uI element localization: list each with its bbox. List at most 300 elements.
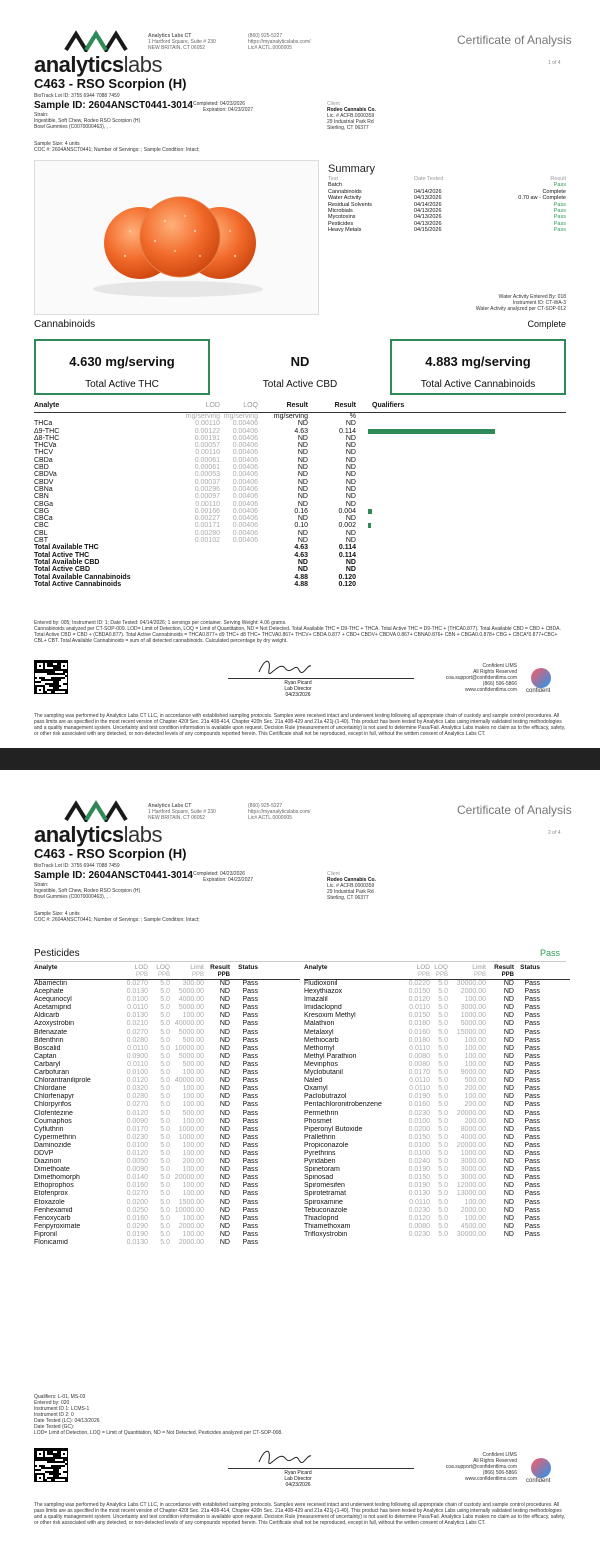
pesticide-limit: 5000.00 <box>178 1052 204 1060</box>
pesticide-loq: 5.0 <box>160 1149 170 1157</box>
pesticide-loq: 5.0 <box>160 1206 170 1214</box>
pesticide-result: ND <box>503 1206 514 1214</box>
pesticide-limit: 300.00 <box>182 980 204 987</box>
pesticide-loq: 5.0 <box>438 1198 448 1206</box>
box-cbd-label: Total Active CBD <box>262 379 338 390</box>
pesticide-loq: 5.0 <box>438 1020 448 1028</box>
pesticide-limit: 100.00 <box>182 1190 204 1198</box>
pesticide-loq: 5.0 <box>438 1069 448 1077</box>
strain-line3: Bowl Gummies (C0070000463), , . <box>34 894 111 900</box>
sample-size: Sample Size: 4 units <box>34 141 80 147</box>
pesticide-name: Bifenazate <box>34 1028 68 1036</box>
pesticide-name: Fenpyroximate <box>34 1222 81 1230</box>
pesticide-status: Pass <box>524 1004 540 1012</box>
pesticide-name: Chlordane <box>34 1085 67 1093</box>
pu-result: PPB <box>501 972 514 978</box>
pesticide-status: Pass <box>242 1077 258 1085</box>
pesticide-loq: 5.0 <box>160 1004 170 1012</box>
pesticide-status: Pass <box>242 1230 258 1238</box>
analyte-loq: 0.00406 <box>232 449 258 457</box>
u-res1: mg/serving <box>273 413 308 420</box>
lab-name: Analytics Labs CT <box>148 33 192 39</box>
gummies-image <box>35 161 320 316</box>
total-loq <box>220 574 258 581</box>
pesticide-row <box>34 1223 300 1231</box>
pesticide-result: ND <box>219 1174 230 1182</box>
pesticide-lod: 0.0270 <box>126 1028 148 1036</box>
h-analyte: Analyte <box>34 402 60 409</box>
analyte-result-pct: ND <box>345 420 356 428</box>
pesticide-lod: 0.0150 <box>408 1174 430 1182</box>
confident-logo-icon <box>531 668 551 688</box>
pesticide-status: Pass <box>242 1158 258 1166</box>
pesticide-row <box>304 1118 570 1126</box>
analyte-name: CBGa <box>34 500 54 508</box>
pesticide-name: Dimethoate <box>34 1166 70 1174</box>
signer-title: Lab Director <box>284 686 312 692</box>
pesticide-result: ND <box>503 1182 514 1190</box>
analyte-result-pct: ND <box>345 493 356 501</box>
analyte-lod: 0.00227 <box>194 515 220 523</box>
lims-l4: (866) 506-5866 <box>482 681 517 687</box>
pesticide-status: Pass <box>524 1222 540 1230</box>
ph-limit: Limit <box>190 964 204 971</box>
total-loq <box>220 581 258 588</box>
pesticide-row <box>304 1093 570 1101</box>
pesticide-row <box>34 1142 300 1150</box>
analyte-result-mg: 0.16 <box>294 507 308 515</box>
qr-code-icon[interactable] <box>34 660 68 694</box>
pesticide-lod: 0.0190 <box>408 1182 430 1190</box>
analyte-qualifiers <box>356 435 566 442</box>
total-active-thc-box <box>34 339 210 395</box>
pesticide-loq: 5.0 <box>160 1036 170 1044</box>
pesticide-name: Spinosad <box>304 1174 334 1182</box>
pesticide-name: Dimethomorph <box>34 1174 80 1182</box>
pesticide-loq: 5.0 <box>160 1052 170 1060</box>
analyte-loq: 0.00406 <box>232 529 258 537</box>
analyte-qualifiers <box>356 486 566 493</box>
lims-l5: www.confidentlims.com <box>465 1476 517 1482</box>
pu-loq: PPB <box>157 972 170 978</box>
pesticide-loq: 5.0 <box>160 1044 170 1052</box>
pesticide-row <box>34 1166 300 1174</box>
units-row <box>34 413 566 420</box>
total-result-pct: 0.120 <box>338 580 356 588</box>
pesticide-row <box>304 1085 570 1093</box>
box-total-label: Total Active Cannabinoids <box>420 379 536 390</box>
product-photo <box>34 160 319 315</box>
pesticide-lod: 0.0080 <box>408 1052 430 1060</box>
summary-title: Summary <box>328 163 376 175</box>
pesticide-loq: 5.0 <box>160 996 170 1004</box>
total-name: Total Available CBD <box>34 558 100 566</box>
summary-result: Pass <box>553 208 566 215</box>
pesticide-status: Pass <box>242 1133 258 1141</box>
analyte-qualifiers <box>356 479 566 486</box>
analyte-lod: 0.00102 <box>194 537 220 545</box>
pesticide-status: Pass <box>242 1036 258 1044</box>
pesticide-status: Pass <box>242 1141 258 1149</box>
strain-info <box>34 882 140 900</box>
pesticide-result: ND <box>219 1109 230 1117</box>
total-lod <box>150 574 220 581</box>
pesticide-loq: 5.0 <box>438 1182 448 1190</box>
strain-label: Strain: <box>34 112 49 118</box>
pesticide-status: Pass <box>524 1125 540 1133</box>
pesticide-result: ND <box>503 1004 514 1012</box>
pesticide-status: Pass <box>524 1214 540 1222</box>
wa-line2: Instrument ID: CT-WA-3 <box>512 300 566 306</box>
total-name: Total Active THC <box>34 551 90 559</box>
pesticide-loq: 5.0 <box>160 1133 170 1141</box>
pesticide-row <box>304 1199 570 1207</box>
summary-date: 04/15/2026 <box>414 227 442 234</box>
signed-date: 04/23/2026 <box>285 1482 311 1488</box>
pesticide-loq: 5.0 <box>438 1133 448 1141</box>
analyte-loq: 0.00406 <box>232 442 258 450</box>
pesticide-row <box>34 1134 300 1142</box>
analyte-name: CBDa <box>34 456 53 464</box>
pesticide-status: Pass <box>242 1117 258 1125</box>
pesticide-limit: 2000.00 <box>460 1206 486 1214</box>
page-number: 1 of 4 <box>548 60 561 66</box>
pesticide-loq: 5.0 <box>438 1174 448 1182</box>
pest-rows-left <box>34 980 300 1247</box>
pesticide-row <box>34 980 300 988</box>
pesticide-result: ND <box>503 988 514 996</box>
pesticide-name: Thiacloprid <box>304 1214 339 1222</box>
summary-test: Heavy Metals <box>328 227 362 234</box>
pesticide-name: Acequinocyl <box>34 996 72 1004</box>
pesticide-lod: 0.0140 <box>126 1174 148 1182</box>
box-thc-value: 4.630 mg/serving <box>69 354 175 369</box>
pesticide-loq: 5.0 <box>438 1125 448 1133</box>
pesticide-row <box>34 1207 300 1215</box>
cannabinoid-row <box>34 522 566 529</box>
pesticide-result: ND <box>503 1149 514 1157</box>
pesticide-limit: 200.00 <box>464 1101 486 1109</box>
pesticide-result: ND <box>503 1141 514 1149</box>
pesticide-result: ND <box>219 988 230 996</box>
coa-page-2 <box>0 770 600 1566</box>
pesticide-name: Flonicamid <box>34 1239 68 1246</box>
pesticide-name: Methomyl <box>304 1044 335 1052</box>
pesticide-lod: 0.0080 <box>408 1060 430 1068</box>
pesticide-status: Pass <box>242 1109 258 1117</box>
strain-info <box>34 112 140 130</box>
disclaimer: The sampling was performed by Analytics Labs CT LLC, in accordance with established sampling protocols. Samples were received intact and underwent testing following all appropriate chain of custody and sample control procedures. All pass limits are as specified in the most recent version of Chapter 420f Sec. 21a 408-414, Chapter 420h Sec. 21a 408-429 and 21a 421j-(1-40). This product has been tested by Analytics Labs using internally validated testing methodologies and a quality management system. Uncertainty and test condition information is available upon request. Decision Rule (measurement of uncertainty) is not used to determine Pass/Fail. Analytics Labs makes no claim as to the efficacy, safety, or other risk associated with any detected, or non-detected levels of any compounds reported herein. This Certificate shall not be reproduced, except in full, without the written consent of Analytics Labs CT. <box>34 1502 566 1526</box>
lab-website[interactable]: https://myanalyticslabs.com/ <box>248 809 311 815</box>
pesticide-loq: 5.0 <box>438 1101 448 1109</box>
analyte-qualifiers <box>356 537 566 544</box>
cannabinoid-total-row <box>34 581 566 588</box>
confident-brand: confident <box>526 688 551 694</box>
cannabinoid-row <box>34 449 566 456</box>
q-line3: Instrument ID 1: LCMS-1 <box>34 1406 90 1412</box>
pesticide-row <box>304 1045 570 1053</box>
pesticide-limit: 100.00 <box>182 1101 204 1109</box>
cannabinoid-totals <box>34 544 566 588</box>
ph-status: Status <box>520 964 540 971</box>
lims-info <box>397 663 517 693</box>
strain-label: Strain: <box>34 882 49 888</box>
total-result-mg: 4.63 <box>294 544 308 552</box>
client-label: Client <box>327 871 340 877</box>
analyte-lod: 0.00110 <box>195 449 220 457</box>
summary-rows <box>328 182 566 233</box>
total-loq <box>220 559 258 566</box>
analyte-qualifiers <box>356 493 566 500</box>
summary-result: Pass <box>553 214 566 221</box>
pesticide-name: Spinetoram <box>304 1166 340 1174</box>
pesticide-lod: 0.0120 <box>126 1077 148 1085</box>
pesticide-result: ND <box>219 1028 230 1036</box>
analyte-qualifiers <box>356 515 566 522</box>
pesticide-result: ND <box>503 1077 514 1085</box>
pesticide-lod: 0.0230 <box>408 1206 430 1214</box>
lab-address-line1: 1 Hartford Square, Suite # 230 <box>148 39 216 45</box>
total-result-pct: 0.114 <box>338 551 356 559</box>
sample-dates <box>193 871 253 883</box>
pesticide-limit: 30000.00 <box>456 980 486 987</box>
analyte-loq: 0.00406 <box>232 522 258 530</box>
completed-date: Completed: 04/23/2026 <box>193 101 245 107</box>
pesticide-name: Oxamyl <box>304 1085 328 1093</box>
pesticide-result: ND <box>503 980 514 987</box>
ph-lod: LOD <box>416 964 430 971</box>
pesticide-name: Propiconazole <box>304 1141 349 1149</box>
pesticide-row <box>34 988 300 996</box>
analyte-name: CBDV <box>34 478 54 486</box>
pesticide-loq: 5.0 <box>160 1174 170 1182</box>
pesticide-result: ND <box>503 1117 514 1125</box>
analyte-result-mg: ND <box>297 478 308 486</box>
pesticide-lod: 0.0280 <box>126 1036 148 1044</box>
pesticide-row <box>304 1004 570 1012</box>
signature-image <box>255 1444 315 1468</box>
pesticide-result: ND <box>503 1093 514 1101</box>
pesticide-row <box>34 1061 300 1069</box>
pesticide-status: Pass <box>242 1028 258 1036</box>
pesticide-limit: 100.00 <box>464 1036 486 1044</box>
pesticide-loq: 5.0 <box>438 1158 448 1166</box>
pesticide-result: ND <box>219 1117 230 1125</box>
pesticide-lod: 0.0050 <box>126 1158 148 1166</box>
pesticide-limit: 500.00 <box>182 1109 204 1117</box>
pesticide-status: Pass <box>524 1149 540 1157</box>
h-qualifiers: Qualifiers <box>372 402 405 409</box>
summary-h-test: Test <box>328 176 339 182</box>
analyte-name: THCa <box>34 420 53 428</box>
pesticide-lod: 0.0100 <box>126 1069 148 1077</box>
pesticide-status: Pass <box>524 1141 540 1149</box>
pesticide-limit: 40000.00 <box>174 1077 204 1085</box>
pesticide-result: ND <box>503 1060 514 1068</box>
pesticide-limit: 5000.00 <box>178 988 204 996</box>
total-result-pct: ND <box>345 566 356 574</box>
summary-test: Residual Solvents <box>328 201 373 208</box>
pesticide-lod: 0.0270 <box>126 1101 148 1109</box>
pesticide-status: Pass <box>524 1101 540 1109</box>
pesticide-loq: 5.0 <box>438 1052 448 1060</box>
pesticide-lod: 0.0110 <box>409 1085 430 1093</box>
pesticide-limit: 5000.00 <box>460 1020 486 1028</box>
pesticide-limit: 100.00 <box>182 1069 204 1077</box>
pest-rows-right <box>304 980 570 1239</box>
pesticide-name: Mevinphos <box>304 1060 338 1068</box>
analyte-result-pct: ND <box>345 471 356 479</box>
pesticide-limit: 100.00 <box>464 1214 486 1222</box>
pesticide-status: Pass <box>524 1206 540 1214</box>
pesticide-lod: 0.0900 <box>126 1052 148 1060</box>
total-result-pct: 0.120 <box>338 573 356 581</box>
pesticide-name: Naled <box>304 1077 323 1085</box>
pesticide-row <box>304 996 570 1004</box>
analyte-result-mg: ND <box>297 420 308 428</box>
pesticide-loq: 5.0 <box>160 1093 170 1101</box>
pesticide-result: ND <box>503 996 514 1004</box>
client-addr2: Sterling, CT 06377 <box>327 125 369 131</box>
pesticide-limit: 1000.00 <box>178 1125 204 1133</box>
pesticide-name: Ethoprophos <box>34 1182 74 1190</box>
pesticide-status: Pass <box>524 1117 540 1125</box>
pesticides-status: Pass <box>540 948 561 958</box>
ph-loq: LOQ <box>434 964 448 971</box>
pesticide-row <box>34 1020 300 1028</box>
product-title: C463 - RSO Scorpion (H) <box>34 846 187 861</box>
pesticide-loq: 5.0 <box>160 1012 170 1020</box>
total-result-mg: 4.63 <box>294 551 308 559</box>
logo-mark-icon <box>64 800 128 822</box>
pesticide-loq: 5.0 <box>438 1093 448 1101</box>
strain-line2: Ingestible, Soft Chew, Rodeo RSO Scorpion (H) <box>34 118 141 124</box>
pesticide-lod: 0.0280 <box>126 1093 148 1101</box>
pesticide-name: Carbaryl <box>34 1060 61 1068</box>
analyte-name: CBC <box>34 522 49 530</box>
pesticide-name: Myclobutanil <box>304 1069 343 1077</box>
pesticide-result: ND <box>219 1141 230 1149</box>
pesticide-lod: 0.0100 <box>408 1149 430 1157</box>
pesticide-status: Pass <box>524 1190 540 1198</box>
pesticide-status: Pass <box>524 1077 540 1085</box>
total-result-mg: 4.88 <box>294 573 308 581</box>
pest-header-right <box>304 964 570 972</box>
summary-date: 04/14/2026 <box>414 188 442 195</box>
pesticide-limit: 13000.00 <box>456 1190 486 1198</box>
pesticide-result: ND <box>219 996 230 1004</box>
pesticide-status: Pass <box>242 1020 258 1028</box>
pesticide-name: Spiromesifen <box>304 1182 345 1190</box>
pesticide-row <box>304 1061 570 1069</box>
pesticide-row <box>304 988 570 996</box>
pesticide-loq: 5.0 <box>160 1028 170 1036</box>
pesticide-limit: 100.00 <box>182 1214 204 1222</box>
analyte-result-mg: ND <box>297 464 308 472</box>
cannabinoid-total-row <box>34 574 566 581</box>
pesticide-name: Permethrin <box>304 1109 339 1117</box>
pesticide-limit: 3000.00 <box>460 1174 486 1182</box>
pesticide-loq: 5.0 <box>438 1028 448 1036</box>
analyte-result-pct: ND <box>345 442 356 450</box>
pesticide-lod: 0.0110 <box>409 1044 430 1052</box>
pesticide-name: Trifloxystrobin <box>304 1230 348 1238</box>
cannabinoid-row <box>34 457 566 464</box>
pesticide-row <box>304 1215 570 1223</box>
pesticide-loq: 5.0 <box>438 1085 448 1093</box>
pesticide-lod: 0.0100 <box>126 996 148 1004</box>
analyte-result-pct: 0.002 <box>338 522 356 530</box>
pesticide-limit: 30000.00 <box>456 1230 486 1238</box>
client-name: Rodeo Cannabis Co. <box>327 877 376 883</box>
pesticide-name: Chlorantraniliprole <box>34 1077 91 1085</box>
pesticide-name: Captan <box>34 1052 57 1060</box>
sample-dates <box>193 101 253 113</box>
pesticide-limit: 8000.00 <box>460 1125 486 1133</box>
client-info <box>327 101 376 131</box>
analyte-lod: 0.00122 <box>194 427 220 435</box>
pesticide-row <box>34 1085 300 1093</box>
pesticide-lod: 0.0160 <box>408 1028 430 1036</box>
h-result2: Result <box>334 402 356 409</box>
sample-id: Sample ID: 2604ANSCT0441-3014 <box>34 100 193 111</box>
pesticide-lod: 0.0110 <box>409 1198 430 1206</box>
pesticide-limit: 100.00 <box>182 1093 204 1101</box>
qr-code-icon[interactable] <box>34 1448 68 1482</box>
pesticide-loq: 5.0 <box>438 1060 448 1068</box>
pesticide-limit: 100.00 <box>464 996 486 1004</box>
q-line6: Date Tested (GC): <box>34 1424 75 1430</box>
pesticide-limit: 40000.00 <box>174 1020 204 1028</box>
lims-l2: All Rights Reserved <box>473 1458 517 1464</box>
pesticide-lod: 0.0120 <box>408 996 430 1004</box>
pesticide-limit: 20000.00 <box>456 1109 486 1117</box>
pu-result: PPB <box>217 972 230 978</box>
signature-block <box>248 680 348 698</box>
cannabinoid-row <box>34 428 566 435</box>
pu-loq: PPB <box>435 972 448 978</box>
total-lod <box>150 552 220 559</box>
analyte-qualifiers <box>356 464 566 471</box>
pesticide-lod: 0.0180 <box>408 1036 430 1044</box>
analyte-result-mg: ND <box>297 493 308 501</box>
client-addr1: 29 Industrial Park Rd <box>327 119 374 125</box>
lab-contact <box>248 33 311 51</box>
client-addr1: 29 Industrial Park Rd <box>327 889 374 895</box>
total-result-mg: ND <box>297 566 308 574</box>
pesticide-row <box>34 1093 300 1101</box>
pesticide-status: Pass <box>524 1036 540 1044</box>
pesticide-status: Pass <box>524 1085 540 1093</box>
analyte-result-mg: ND <box>297 449 308 457</box>
pesticide-result: ND <box>503 1109 514 1117</box>
pesticide-lod: 0.0170 <box>408 1069 430 1077</box>
pesticide-limit: 100.00 <box>464 1052 486 1060</box>
pesticide-row <box>304 1223 570 1231</box>
pesticide-result: ND <box>219 1166 230 1174</box>
pesticide-result: ND <box>503 1230 514 1238</box>
q-line1: Qualifiers: L-01, MS-03 <box>34 1394 86 1400</box>
box-total-value: 4.883 mg/serving <box>425 354 531 369</box>
pesticide-lod: 0.0230 <box>408 1109 430 1117</box>
analyte-result-mg: 0.10 <box>294 522 308 530</box>
analyte-result-mg: ND <box>297 537 308 545</box>
summary-row <box>328 227 566 233</box>
lab-website[interactable]: https://myanalyticslabs.com/ <box>248 39 311 45</box>
total-active-cbd-box <box>212 339 388 395</box>
pesticide-loq: 5.0 <box>438 1206 448 1214</box>
confident-logo-icon <box>531 1458 551 1478</box>
